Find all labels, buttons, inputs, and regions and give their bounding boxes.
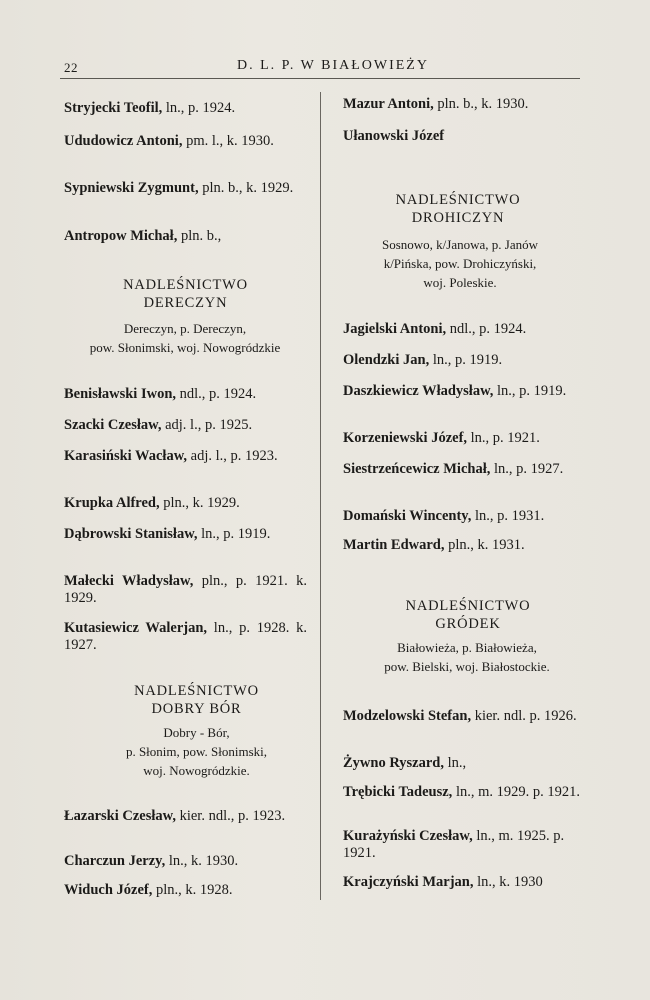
personnel-entry: Krupka Alfred, pln., k. 1929.: [64, 495, 240, 511]
personnel-entry: Modzelowski Stefan, kier. ndl. p. 1926.: [343, 708, 577, 724]
address-line: Sosnowo, k/Janowa, p. Janów: [382, 237, 538, 252]
address-line: Dereczyn, p. Dereczyn,: [123, 321, 247, 336]
section-heading: [64, 682, 329, 718]
running-title: D. L. P. W BIAŁOWIEŻY: [237, 58, 429, 73]
section-heading: [343, 597, 593, 633]
personnel-entry: Siestrzeńcewicz Michał, ln., p. 1927.: [343, 461, 564, 477]
personnel-entry: Jagielski Antoni, ndl., p. 1924.: [343, 321, 527, 337]
personnel-entry: Kurażyński Czesław, ln., m. 1925. p. 1921.: [343, 828, 565, 861]
personnel-entry: Domański Wincenty, ln., p. 1931.: [343, 508, 545, 524]
section-address: [60, 319, 310, 357]
personnel-entry: Szacki Czesław, adj. l., p. 1925.: [64, 417, 253, 433]
address-line: woj. Nowogródzkie.: [143, 763, 250, 778]
personnel-entry: Olendzki Jan, ln., p. 1919.: [343, 352, 503, 368]
section-title: NADLEŚNICTWO: [395, 192, 521, 208]
section-address: [64, 723, 329, 780]
page-number: 22: [64, 60, 78, 75]
address-line: Dobry - Bór,: [163, 725, 230, 740]
personnel-entry: Ułanowski Józef: [343, 128, 445, 144]
section-title: DROHICZYN: [411, 210, 505, 226]
personnel-entry: Antropow Michał, pln. b.,: [64, 228, 222, 244]
section-title: NADLEŚNICTWO: [134, 683, 259, 699]
personnel-entry: Widuch Józef, pln., k. 1928.: [64, 882, 233, 898]
address-line: p. Słonim, pow. Słonimski,: [125, 744, 268, 759]
address-line: pow. Bielski, woj. Białostockie.: [384, 659, 550, 674]
personnel-entry: Trębicki Tadeusz, ln., m. 1929. p. 1921.: [343, 784, 580, 800]
section-title: DERECZYN: [143, 295, 228, 311]
section-address: [341, 638, 593, 676]
address-line: pow. Słonimski, woj. Nowogródzkie: [89, 340, 281, 355]
personnel-entry: Daszkiewicz Władysław, ln., p. 1919.: [343, 383, 567, 399]
personnel-entry: Mazur Antoni, pln. b., k. 1930.: [343, 96, 529, 112]
personnel-entry: Krajczyński Marjan, ln., k. 1930: [343, 874, 543, 890]
section-title: NADLEŚNICTWO: [405, 598, 531, 614]
address-line: woj. Poleskie.: [423, 275, 497, 290]
personnel-entry: Karasiński Wacław, adj. l., p. 1923.: [64, 448, 278, 464]
personnel-entry: Martin Edward, pln., k. 1931.: [343, 537, 525, 553]
personnel-entry: Ududowicz Antoni, pm. l., k. 1930.: [64, 133, 274, 149]
address-line: k/Pińska, pow. Drohiczyński,: [383, 256, 537, 271]
personnel-entry: Żywno Ryszard, ln.,: [343, 755, 467, 771]
section-heading: [64, 276, 307, 312]
personnel-entry: Benisławski Iwon, ndl., p. 1924.: [64, 386, 257, 402]
section-title: GRÓDEK: [435, 616, 501, 632]
personnel-entry: Sypniewski Zygmunt, pln. b., k. 1929.: [64, 180, 294, 196]
personnel-entry: Kutasiewicz Walerjan, ln., p. 1928. k. 1927.: [64, 620, 307, 653]
section-address: [337, 235, 583, 292]
section-heading: [343, 191, 573, 227]
header-rule: [60, 78, 580, 79]
address-line: Białowieża, p. Białowieża,: [397, 640, 537, 655]
personnel-entry: Stryjecki Teofil, ln., p. 1924.: [64, 100, 236, 116]
section-title: NADLEŚNICTWO: [123, 277, 248, 293]
personnel-entry: Dąbrowski Stanisław, ln., p. 1919.: [64, 526, 271, 542]
section-title: DOBRY BÓR: [151, 701, 242, 717]
personnel-entry: Korzeniewski Józef, ln., p. 1921.: [343, 430, 540, 446]
personnel-entry: Charczun Jerzy, ln., k. 1930.: [64, 853, 239, 869]
personnel-entry: Małecki Władysław, pln., p. 1921. k. 1929.: [64, 573, 308, 606]
personnel-entry: Łazarski Czesław, kier. ndl., p. 1923.: [64, 808, 286, 824]
